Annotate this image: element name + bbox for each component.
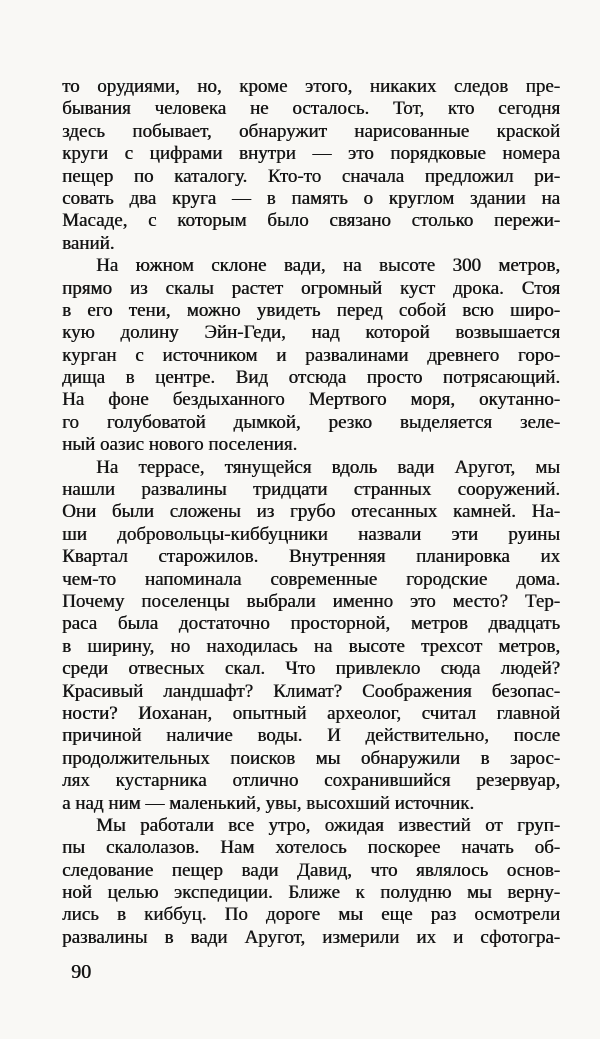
- paragraph-2: [62, 255, 560, 457]
- text-line: На фоне бездыханного Мертвого моря, окутанно-: [62, 389, 560, 411]
- text-line: дища в центре. Вид отсюда просто потрясающий.: [62, 367, 560, 389]
- text-block: [62, 76, 560, 949]
- text-line: Красивый ландшафт? Климат? Соображения безопас-: [62, 680, 560, 702]
- text-line: лись в киббуц. По дороге мы еще раз осмотрели: [62, 904, 560, 926]
- text-line: раса была достаточно просторной, метров двадцать: [62, 613, 560, 635]
- text-line: причиной наличие воды. И действительно, после: [62, 725, 560, 747]
- text-line: ваний.: [62, 232, 115, 254]
- text-line: среди отвесных скал. Что привлекло сюда людей?: [62, 658, 560, 680]
- text-line: Квартал старожилов. Внутренняя планировка их: [62, 546, 560, 568]
- text-line: Мы работали все утро, ожидая известий от груп-: [96, 814, 560, 836]
- page-number: 90: [71, 961, 91, 983]
- text-line: в ширину, но находилась на высоте трехсот метров,: [62, 635, 560, 657]
- text-line: в его тени, можно увидеть перед собой всю широ-: [62, 299, 560, 321]
- text-line: Масаде, с которым было связано столько пережи-: [62, 210, 560, 232]
- text-line: пещер по каталогу. Кто-то сначала предложил ри-: [62, 165, 560, 187]
- text-line: ши добровольцы-киббуцники назвали эти руины: [62, 523, 560, 545]
- text-line: здесь побывает, обнаружит нарисованные краской: [62, 120, 560, 142]
- text-line: На террасе, тянущейся вдоль вади Аругот, мы: [96, 456, 560, 478]
- text-line: кую долину Эйн-Геди, над которой возвышается: [62, 322, 560, 344]
- paragraph-4: [62, 815, 560, 949]
- text-line: нашли развалины тридцати странных сооружений.: [62, 479, 560, 501]
- text-line: ности? Иоханан, опытный археолог, считал главной: [62, 702, 560, 724]
- text-line: пы скалолазов. Нам хотелось поскорее начать об-: [62, 837, 560, 859]
- text-line: круги с цифрами внутри — это порядковые номера: [62, 143, 560, 165]
- text-line: го голубоватой дымкой, резко выделяется зеле-: [62, 411, 560, 433]
- text-line: развалины в вади Аругот, измерили их и сфотогра-: [62, 926, 560, 948]
- text-line: ный оазис нового поселения.: [62, 434, 298, 456]
- text-line: лях кустарника отлично сохранившийся резервуар,: [62, 770, 560, 792]
- text-line: то орудиями, но, кроме этого, никаких следов пре-: [62, 76, 560, 97]
- text-line: Почему поселенцы выбрали именно это место? Тер-: [62, 590, 560, 612]
- text-line: чем-то напоминала современные городские дома.: [62, 568, 560, 590]
- text-line: курган с источником и развалинами древнего горо-: [62, 344, 560, 366]
- text-line: На южном склоне вади, на высоте 300 метров,: [96, 255, 560, 277]
- text-line: бывания человека не осталось. Тот, кто сегодня: [62, 98, 560, 120]
- text-line: продолжительных поисков мы обнаружили в зарос-: [62, 747, 560, 769]
- text-line: следование пещер вади Давид, что являлось основ-: [62, 859, 560, 881]
- paragraph-3: [62, 457, 560, 815]
- paragraph-1: [62, 76, 560, 255]
- text-line: ной целью экспедиции. Ближе к полудню мы верну-: [62, 882, 560, 904]
- text-line: прямо из скалы растет огромный куст дрока. Стоя: [62, 277, 560, 299]
- text-line: Они были сложены из грубо отесанных камней. На-: [62, 501, 560, 523]
- text-line: совать два круга — в память о круглом здании на: [62, 187, 560, 209]
- text-line: а над ним — маленький, увы, высохший источник.: [62, 792, 475, 814]
